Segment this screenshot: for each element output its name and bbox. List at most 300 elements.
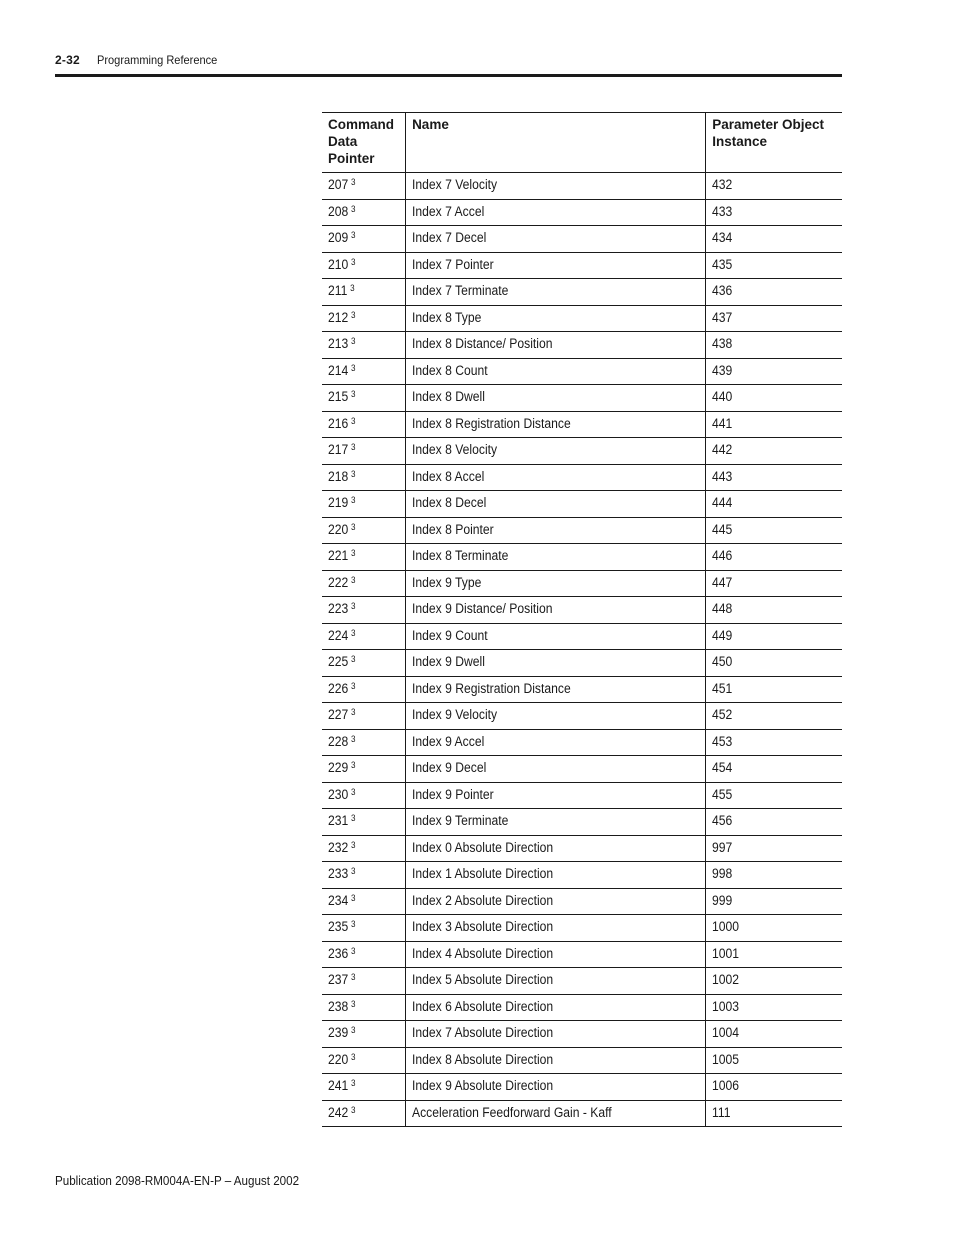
cell-name bbox=[406, 464, 706, 491]
cell-instance bbox=[706, 1074, 842, 1101]
table-row bbox=[322, 385, 842, 412]
table-row bbox=[322, 491, 842, 518]
instance-value: 432 bbox=[712, 177, 733, 192]
pointer-text bbox=[328, 1021, 355, 1045]
cell-name bbox=[406, 517, 706, 544]
pointer-text bbox=[328, 597, 355, 621]
cell-name bbox=[406, 782, 706, 809]
pointer-text bbox=[328, 942, 355, 966]
pointer-value: 232 bbox=[328, 839, 349, 855]
cell-pointer bbox=[322, 729, 406, 756]
cell-instance bbox=[706, 464, 842, 491]
cell-name bbox=[406, 623, 706, 650]
cell-pointer bbox=[322, 358, 406, 385]
pointer-value: 241 bbox=[328, 1078, 349, 1093]
table-row bbox=[322, 305, 842, 332]
instance-value: 433 bbox=[712, 203, 733, 219]
pointer-text bbox=[328, 915, 355, 939]
cell-pointer bbox=[322, 464, 406, 491]
footnote-mark: 3 bbox=[350, 548, 356, 558]
instance-value: 1003 bbox=[712, 998, 740, 1014]
pointer-value: 218 bbox=[328, 468, 349, 484]
cell-instance bbox=[706, 729, 842, 756]
pointer-text bbox=[328, 200, 355, 224]
footnote-mark: 3 bbox=[350, 1104, 356, 1115]
table-header-row bbox=[322, 113, 842, 173]
footnote-mark: 3 bbox=[350, 1051, 356, 1062]
pointer-text bbox=[328, 491, 355, 515]
cell-instance bbox=[706, 676, 842, 703]
pointer-text bbox=[328, 226, 355, 250]
cell-name bbox=[406, 1074, 706, 1101]
pointer-text bbox=[328, 571, 355, 595]
name-value: Index 8 Dwell bbox=[412, 389, 486, 404]
instance-value: 437 bbox=[712, 309, 733, 325]
running-head: Programming Reference bbox=[97, 53, 218, 67]
column-header-pointer: Command Data Pointer bbox=[322, 113, 406, 173]
footnote-mark: 3 bbox=[350, 203, 356, 214]
table-row bbox=[322, 676, 842, 703]
instance-value: 434 bbox=[712, 230, 733, 245]
table-row bbox=[322, 809, 842, 836]
cell-pointer bbox=[322, 570, 406, 597]
pointer-text bbox=[328, 465, 355, 489]
pointer-value: 231 bbox=[328, 813, 349, 828]
table-row bbox=[322, 252, 842, 279]
cell-pointer bbox=[322, 226, 406, 253]
cell-instance bbox=[706, 782, 842, 809]
pointer-text bbox=[328, 518, 355, 542]
pointer-value: 211 bbox=[328, 283, 348, 298]
table-row bbox=[322, 1021, 842, 1048]
pointer-value: 217 bbox=[328, 442, 349, 457]
name-value: Index 9 Velocity bbox=[412, 707, 498, 722]
instance-value: 1005 bbox=[712, 1051, 740, 1067]
name-value: Index 5 Absolute Direction bbox=[412, 972, 554, 987]
cell-name bbox=[406, 941, 706, 968]
instance-value: 438 bbox=[712, 336, 733, 351]
name-value: Index 9 Dwell bbox=[412, 654, 486, 669]
table-row bbox=[322, 570, 842, 597]
cell-name bbox=[406, 1100, 706, 1127]
name-value: Index 8 Absolute Direction bbox=[412, 1051, 554, 1067]
cell-instance bbox=[706, 1100, 842, 1127]
cell-name bbox=[406, 676, 706, 703]
footnote-mark: 3 bbox=[350, 866, 356, 876]
cell-instance bbox=[706, 915, 842, 942]
pointer-text bbox=[328, 756, 355, 780]
pointer-value: 229 bbox=[328, 760, 349, 775]
cell-pointer bbox=[322, 994, 406, 1021]
pointer-text bbox=[328, 730, 355, 754]
pointer-text bbox=[328, 412, 355, 436]
pointer-value: 235 bbox=[328, 919, 349, 934]
cell-pointer bbox=[322, 1074, 406, 1101]
table-row bbox=[322, 332, 842, 359]
table-row bbox=[322, 279, 842, 306]
instance-value: 454 bbox=[712, 760, 733, 775]
instance-value: 450 bbox=[712, 654, 733, 669]
cell-pointer bbox=[322, 332, 406, 359]
pointer-value: 233 bbox=[328, 866, 349, 881]
table-row bbox=[322, 199, 842, 226]
name-value: Index 7 Accel bbox=[412, 203, 485, 219]
footnote-mark: 3 bbox=[350, 892, 356, 903]
table-row bbox=[322, 888, 842, 915]
cell-instance bbox=[706, 597, 842, 624]
pointer-text bbox=[328, 703, 355, 727]
instance-value: 445 bbox=[712, 521, 733, 537]
name-value: Index 8 Accel bbox=[412, 468, 485, 484]
instance-value: 1006 bbox=[712, 1078, 740, 1093]
cell-name bbox=[406, 570, 706, 597]
cell-name bbox=[406, 411, 706, 438]
table-row bbox=[322, 464, 842, 491]
cell-instance bbox=[706, 1021, 842, 1048]
cell-pointer bbox=[322, 305, 406, 332]
cell-instance bbox=[706, 252, 842, 279]
cell-instance bbox=[706, 968, 842, 995]
pointer-value: 214 bbox=[328, 362, 349, 378]
footnote-mark: 3 bbox=[350, 760, 356, 770]
name-value: Index 1 Absolute Direction bbox=[412, 866, 554, 881]
cell-pointer bbox=[322, 809, 406, 836]
name-value: Index 8 Distance/ Position bbox=[412, 336, 553, 351]
cell-pointer bbox=[322, 1047, 406, 1074]
cell-name bbox=[406, 835, 706, 862]
table-row bbox=[322, 835, 842, 862]
cell-name bbox=[406, 968, 706, 995]
cell-instance bbox=[706, 226, 842, 253]
cell-instance bbox=[706, 332, 842, 359]
cell-instance bbox=[706, 703, 842, 730]
cell-name bbox=[406, 358, 706, 385]
cell-instance bbox=[706, 862, 842, 889]
footnote-mark: 3 bbox=[350, 442, 356, 452]
table-row bbox=[322, 756, 842, 783]
cell-instance bbox=[706, 994, 842, 1021]
column-header-name: Name bbox=[406, 113, 706, 173]
footnote-mark: 3 bbox=[350, 945, 356, 956]
cell-instance bbox=[706, 438, 842, 465]
cell-name bbox=[406, 199, 706, 226]
name-value: Index 8 Decel bbox=[412, 495, 487, 510]
footnote-mark: 3 bbox=[350, 601, 356, 611]
pointer-text bbox=[328, 173, 355, 197]
name-value: Index 9 Decel bbox=[412, 760, 487, 775]
pointer-text bbox=[328, 1048, 355, 1072]
instance-value: 447 bbox=[712, 574, 733, 590]
pointer-text bbox=[328, 544, 355, 568]
instance-value: 451 bbox=[712, 680, 733, 696]
cell-pointer bbox=[322, 385, 406, 412]
instance-value: 456 bbox=[712, 813, 733, 828]
name-value: Index 0 Absolute Direction bbox=[412, 839, 554, 855]
instance-value: 448 bbox=[712, 601, 733, 616]
name-value: Index 4 Absolute Direction bbox=[412, 945, 554, 961]
pointer-value: 207 bbox=[328, 177, 349, 192]
footnote-mark: 3 bbox=[350, 1078, 356, 1088]
pointer-value: 226 bbox=[328, 680, 349, 696]
footnote-mark: 3 bbox=[350, 389, 356, 399]
footnote-mark: 3 bbox=[350, 627, 356, 638]
cell-pointer bbox=[322, 438, 406, 465]
pointer-text bbox=[328, 385, 355, 409]
table-row bbox=[322, 782, 842, 809]
name-value: Index 9 Absolute Direction bbox=[412, 1078, 554, 1093]
name-value: Index 3 Absolute Direction bbox=[412, 919, 554, 934]
pointer-value: 242 bbox=[328, 1104, 349, 1120]
cell-name bbox=[406, 597, 706, 624]
footnote-mark: 3 bbox=[350, 733, 356, 744]
cell-name bbox=[406, 173, 706, 200]
table-row bbox=[322, 862, 842, 889]
pointer-text bbox=[328, 306, 355, 330]
pointer-text bbox=[328, 279, 355, 303]
cell-instance bbox=[706, 517, 842, 544]
cell-pointer bbox=[322, 835, 406, 862]
footnote-mark: 3 bbox=[350, 786, 356, 797]
cell-name bbox=[406, 226, 706, 253]
table-row bbox=[322, 1100, 842, 1127]
cell-pointer bbox=[322, 782, 406, 809]
instance-value: 449 bbox=[712, 627, 733, 643]
name-value: Index 6 Absolute Direction bbox=[412, 998, 554, 1014]
cell-pointer bbox=[322, 650, 406, 677]
cell-pointer bbox=[322, 491, 406, 518]
table-row bbox=[322, 411, 842, 438]
cell-instance bbox=[706, 809, 842, 836]
cell-instance bbox=[706, 756, 842, 783]
cell-pointer bbox=[322, 623, 406, 650]
pointer-text bbox=[328, 253, 355, 277]
cell-instance bbox=[706, 941, 842, 968]
table-row bbox=[322, 941, 842, 968]
pointer-text bbox=[328, 889, 355, 913]
instance-value: 444 bbox=[712, 495, 733, 510]
footnote-mark: 3 bbox=[350, 813, 356, 823]
table-row bbox=[322, 729, 842, 756]
cell-name bbox=[406, 888, 706, 915]
pointer-text bbox=[328, 650, 355, 674]
table-row bbox=[322, 438, 842, 465]
table-row bbox=[322, 915, 842, 942]
instance-value: 999 bbox=[712, 892, 733, 908]
name-value: Index 8 Pointer bbox=[412, 521, 494, 537]
pointer-value: 215 bbox=[328, 389, 349, 404]
footnote-mark: 3 bbox=[350, 654, 356, 664]
name-value: Index 7 Terminate bbox=[412, 283, 509, 298]
cell-pointer bbox=[322, 173, 406, 200]
instance-value: 997 bbox=[712, 839, 733, 855]
cell-name bbox=[406, 994, 706, 1021]
pointer-text bbox=[328, 438, 355, 462]
footnote-mark: 3 bbox=[350, 839, 356, 850]
cell-pointer bbox=[322, 517, 406, 544]
column-header-instance: Parameter Object Instance bbox=[706, 113, 842, 173]
pointer-value: 212 bbox=[328, 309, 349, 325]
pointer-value: 238 bbox=[328, 998, 349, 1014]
table-row bbox=[322, 1074, 842, 1101]
pointer-text bbox=[328, 995, 355, 1019]
pointer-value: 237 bbox=[328, 972, 349, 987]
table-row bbox=[322, 173, 842, 200]
cell-pointer bbox=[322, 888, 406, 915]
cell-pointer bbox=[322, 941, 406, 968]
cell-pointer bbox=[322, 968, 406, 995]
pointer-text bbox=[328, 1101, 355, 1125]
pointer-text bbox=[328, 1074, 355, 1098]
instance-value: 443 bbox=[712, 468, 733, 484]
cell-name bbox=[406, 544, 706, 571]
pointer-text bbox=[328, 809, 355, 833]
cell-name bbox=[406, 332, 706, 359]
cell-name bbox=[406, 491, 706, 518]
cell-pointer bbox=[322, 915, 406, 942]
table-row bbox=[322, 994, 842, 1021]
footnote-mark: 3 bbox=[350, 177, 356, 187]
cell-pointer bbox=[322, 411, 406, 438]
cell-instance bbox=[706, 888, 842, 915]
pointer-value: 220 bbox=[328, 1051, 349, 1067]
name-value: Index 8 Registration Distance bbox=[412, 415, 571, 431]
instance-value: 435 bbox=[712, 256, 733, 272]
cell-instance bbox=[706, 650, 842, 677]
footnote-mark: 3 bbox=[350, 707, 356, 717]
name-value: Index 9 Accel bbox=[412, 733, 485, 749]
pointer-value: 225 bbox=[328, 654, 349, 669]
instance-value: 453 bbox=[712, 733, 733, 749]
pointer-text bbox=[328, 862, 355, 886]
footnote-mark: 3 bbox=[350, 309, 356, 320]
cell-pointer bbox=[322, 676, 406, 703]
cell-pointer bbox=[322, 199, 406, 226]
cell-instance bbox=[706, 491, 842, 518]
pointer-text bbox=[328, 836, 355, 860]
footnote-mark: 3 bbox=[350, 998, 356, 1009]
name-value: Index 2 Absolute Direction bbox=[412, 892, 554, 908]
footnote-mark: 3 bbox=[350, 919, 356, 929]
table-body bbox=[322, 173, 842, 1127]
pointer-value: 216 bbox=[328, 415, 349, 431]
cell-instance bbox=[706, 305, 842, 332]
pointer-value: 223 bbox=[328, 601, 349, 616]
table-row bbox=[322, 650, 842, 677]
instance-value: 436 bbox=[712, 283, 733, 298]
name-value: Index 8 Velocity bbox=[412, 442, 498, 457]
pointer-value: 230 bbox=[328, 786, 349, 802]
pointer-text bbox=[328, 677, 355, 701]
cell-name bbox=[406, 729, 706, 756]
instance-value: 440 bbox=[712, 389, 733, 404]
footnote-mark: 3 bbox=[350, 972, 356, 982]
footnote-mark: 3 bbox=[350, 468, 356, 479]
name-value: Acceleration Feedforward Gain - Kaff bbox=[412, 1104, 612, 1120]
pointer-value: 227 bbox=[328, 707, 349, 722]
name-value: Index 7 Decel bbox=[412, 230, 487, 245]
cell-name bbox=[406, 438, 706, 465]
footnote-mark: 3 bbox=[350, 336, 356, 346]
instance-value: 998 bbox=[712, 866, 733, 881]
cell-pointer bbox=[322, 1021, 406, 1048]
cell-name bbox=[406, 279, 706, 306]
pointer-value: 228 bbox=[328, 733, 349, 749]
cell-instance bbox=[706, 411, 842, 438]
footnote-mark: 3 bbox=[350, 230, 356, 240]
name-value: Index 7 Velocity bbox=[412, 177, 498, 192]
instance-value: 1004 bbox=[712, 1025, 740, 1040]
pointer-value: 220 bbox=[328, 521, 349, 537]
instance-value: 1001 bbox=[712, 945, 740, 961]
table-row bbox=[322, 226, 842, 253]
name-value: Index 9 Count bbox=[412, 627, 488, 643]
instance-value: 439 bbox=[712, 362, 733, 378]
table-row bbox=[322, 517, 842, 544]
page-number: 2-32 bbox=[55, 53, 80, 67]
footnote-mark: 3 bbox=[350, 521, 356, 532]
name-value: Index 7 Pointer bbox=[412, 256, 494, 272]
cell-pointer bbox=[322, 279, 406, 306]
cell-instance bbox=[706, 835, 842, 862]
cell-name bbox=[406, 756, 706, 783]
cell-pointer bbox=[322, 756, 406, 783]
pointer-value: 221 bbox=[328, 548, 349, 563]
table-row bbox=[322, 544, 842, 571]
name-value: Index 9 Distance/ Position bbox=[412, 601, 553, 616]
publication-footer: Publication 2098-RM004A-EN-P – August 2002 bbox=[55, 1174, 300, 1188]
table-row bbox=[322, 623, 842, 650]
table-row bbox=[322, 968, 842, 995]
name-value: Index 9 Registration Distance bbox=[412, 680, 571, 696]
table-row bbox=[322, 1047, 842, 1074]
cell-name bbox=[406, 305, 706, 332]
pointer-value: 219 bbox=[328, 495, 349, 510]
cell-instance bbox=[706, 1047, 842, 1074]
pointer-text bbox=[328, 332, 355, 356]
instance-value: 446 bbox=[712, 548, 733, 563]
footnote-mark: 3 bbox=[350, 256, 356, 267]
pointer-value: 213 bbox=[328, 336, 349, 351]
cell-name bbox=[406, 915, 706, 942]
cell-instance bbox=[706, 544, 842, 571]
table-row bbox=[322, 703, 842, 730]
pointer-text bbox=[328, 783, 355, 807]
name-value: Index 9 Type bbox=[412, 574, 482, 590]
cell-instance bbox=[706, 623, 842, 650]
pointer-value: 239 bbox=[328, 1025, 349, 1040]
name-value: Index 8 Type bbox=[412, 309, 482, 325]
instance-value: 442 bbox=[712, 442, 733, 457]
header-rule bbox=[55, 74, 842, 77]
cell-instance bbox=[706, 385, 842, 412]
cell-instance bbox=[706, 279, 842, 306]
instance-value: 455 bbox=[712, 786, 733, 802]
cell-name bbox=[406, 650, 706, 677]
cell-pointer bbox=[322, 544, 406, 571]
pointer-value: 210 bbox=[328, 256, 349, 272]
cell-pointer bbox=[322, 252, 406, 279]
name-value: Index 8 Count bbox=[412, 362, 488, 378]
instance-value: 111 bbox=[712, 1104, 731, 1120]
table-row bbox=[322, 358, 842, 385]
cell-pointer bbox=[322, 703, 406, 730]
pointer-value: 234 bbox=[328, 892, 349, 908]
pointer-value: 224 bbox=[328, 627, 349, 643]
footnote-mark: 3 bbox=[350, 283, 355, 293]
footnote-mark: 3 bbox=[350, 680, 356, 691]
reference-table bbox=[322, 112, 842, 1127]
footnote-mark: 3 bbox=[350, 495, 356, 505]
